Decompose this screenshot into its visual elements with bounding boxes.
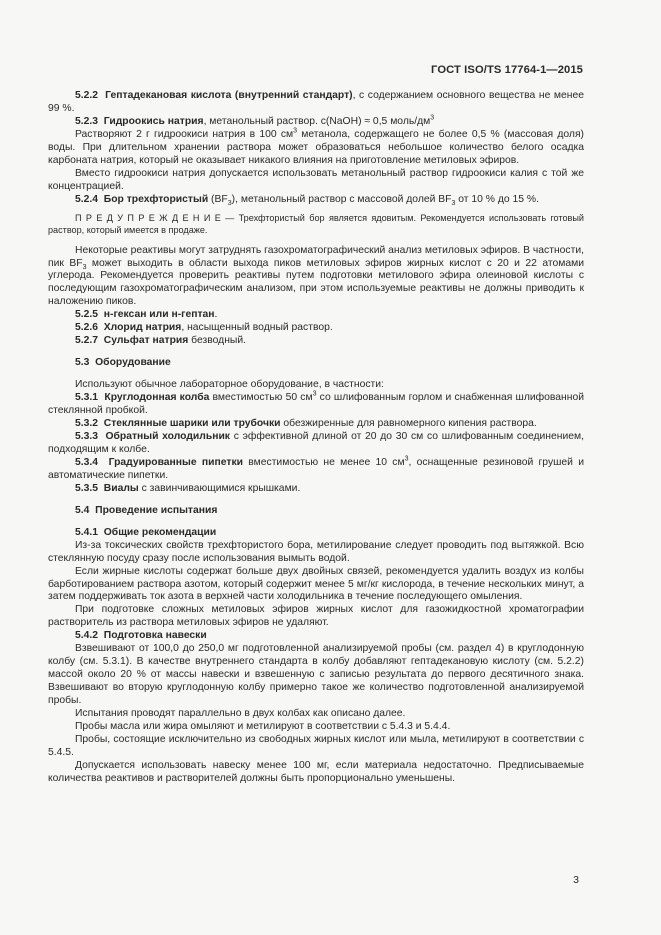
- clause-5-3-1: 5.3.1 Круглодонная колба вместимостью 50 $см^3$ со шлифованным горлом и снабженная шлифованной стеклянной пробкой.: [48, 390, 584, 417]
- clause-5-2-4: 5.2.4 Бор трехфтористый $(BF_3)$, метанольный раствор с массовой долей $BF_3$ от 10 % до 15 %.: [75, 193, 539, 207]
- clause-5-3-5: 5.3.5 Виалы с завинчивающимися крышками.: [75, 482, 301, 494]
- paragraph-koh-alternative: Вместо гидроокиси натрия допускается использовать метанольный раствор гидроокиси калия с той же концентрацией.: [48, 167, 584, 192]
- page-content: [48, 90, 584, 786]
- warning-note: П Р Е Д У П Р Е Ж Д Е Н И Е — Трехфтористый бор является ядовитым. Рекомендуется использовать готовый раствор, который имеется в продаже.: [48, 212, 584, 235]
- clause-5-3-4: 5.3.4 Градуированные пипетки вместимостью не менее 10 $см^3$, оснащенные резиновой грушей и автоматические пипетки.: [48, 455, 585, 481]
- paragraph-equipment: Используют обычное лабораторное оборудование, в частности:: [75, 379, 384, 391]
- paragraph-naoh-preparation: Растворяют 2 г гидроокиси натрия в 100 $см^3$ метанола, содержащего не более 0,5 % (массовая доля) воды. При длительном хранении раствора может образоваться небольшое количество белого осадка карбоната натрия, который не оказывает никакого влияния на приготовление метиловых эфиров.: [48, 127, 584, 166]
- paragraph-5-4-2-parallel: Испытания проводят параллельно в двух колбах как описано далее.: [75, 708, 406, 720]
- clause-5-2-2: 5.2.2 Гептадекановая кислота (внутренний стандарт), с содержанием основного вещества не менее 99 %.: [48, 90, 584, 114]
- warning-label: П Р Е Д У П Р Е Ж Д Е Н И Е: [75, 212, 221, 223]
- paragraph-5-4-2-small-sample: Допускается использовать навеску менее 100 мг, если материала недостаточно. Предписываемые количества реактивов и растворителей должны быть пропорционально уменьшены.: [48, 759, 584, 784]
- section-5-4-heading: 5.4 Проведение испытания: [75, 504, 218, 516]
- paragraph-reagents: Некоторые реактивы могут затруднять газохроматографический анализ метиловых эфиров. В частности, пик $BF_3$ может выходить в области выхода пиков метиловых эфиров жирных кислот с 20 и 22 атомами углерода. Рекомендуется проверить реактивы путем подготовки метилового эфира олеиновой кислоты с последующим газохроматографическим анализом, при этом используемые реактивы не должны приводить к наложению пиков.: [48, 244, 584, 308]
- paragraph-5-4-2-oils: Пробы масла или жира омыляют и метилируют в соответствии с 5.4.3 и 5.4.4.: [75, 720, 451, 732]
- clause-5-3-2: 5.3.2 Стеклянные шарики или трубочки обезжиренные для равномерного кипения раствора.: [75, 418, 537, 430]
- clause-5-3-3: 5.3.3 Обратный холодильник с эффективной длиной от 20 до 30 см со шлифованным соединением, подходящим к колбе.: [48, 430, 585, 455]
- clause-5-2-3: 5.2.3 Гидроокись натрия, метанольный раствор. c(NaOH) ≈ 0,5 моль/$дм^3$: [75, 114, 435, 127]
- clause-5-4-1-heading: 5.4.1 Общие рекомендации: [75, 526, 217, 538]
- paragraph-5-4-1-nitrogen: Если жирные кислоты содержат больше двух двойных связей, рекомендуется удалить воздух из колбы барботированием раствора азотом, который содержит менее 5 мг/кг кислорода, в течение нескольких минут, а затем поддерживать ток азота в верхней части холодильника в течение последующего омыления.: [48, 565, 584, 603]
- section-5-3-heading: 5.3 Оборудование: [75, 357, 171, 369]
- page-number: 3: [573, 874, 579, 886]
- paragraph-5-4-2-free-acids: Пробы, состоящие исключительно из свободных жирных кислот или мыла, метилируют в соответствии с 5.4.5.: [48, 733, 584, 758]
- paragraph-5-4-1-toxicity: Из-за токсических свойств трехфтористого бора, метилирование следует проводить под вытяжкой. Всю стеклянную посуду сразу после использования вымыть водой.: [48, 539, 584, 564]
- paragraph-5-4-2-weighing: Взвешивают от 100,0 до 250,0 мг подготовленной анализируемой пробы (см. раздел 4) в круглодонную колбу (см. 5.3.1). В качестве внутреннего стандарта в колбу добавляют гептадекановую кислоту (см. 5.2.2) массой около 20 % от массы навески и взвешенную с записью результата до первого десятичного знака. Взвешивают во вторую круглодонную колбу примерно такое же количество подготовленной анализируемой пробы.: [48, 643, 584, 707]
- document-header: ГОСТ ISO/TS 17764-1—2015: [431, 64, 583, 76]
- paragraph-5-4-1-solvent: При подготовке сложных метиловых эфиров жирных кислот для газожидкостной хроматографии растворитель из раствора метиловых эфиров не удаляют.: [48, 604, 584, 629]
- clause-5-2-6: 5.2.6 Хлорид натрия, насыщенный водный раствор.: [75, 322, 333, 334]
- clause-5-4-2-heading: 5.4.2 Подготовка навески: [75, 630, 207, 642]
- clause-5-2-5: 5.2.5 н-гексан или н-гептан.: [75, 309, 218, 321]
- clause-5-2-7: 5.2.7 Сульфат натрия безводный.: [75, 335, 247, 347]
